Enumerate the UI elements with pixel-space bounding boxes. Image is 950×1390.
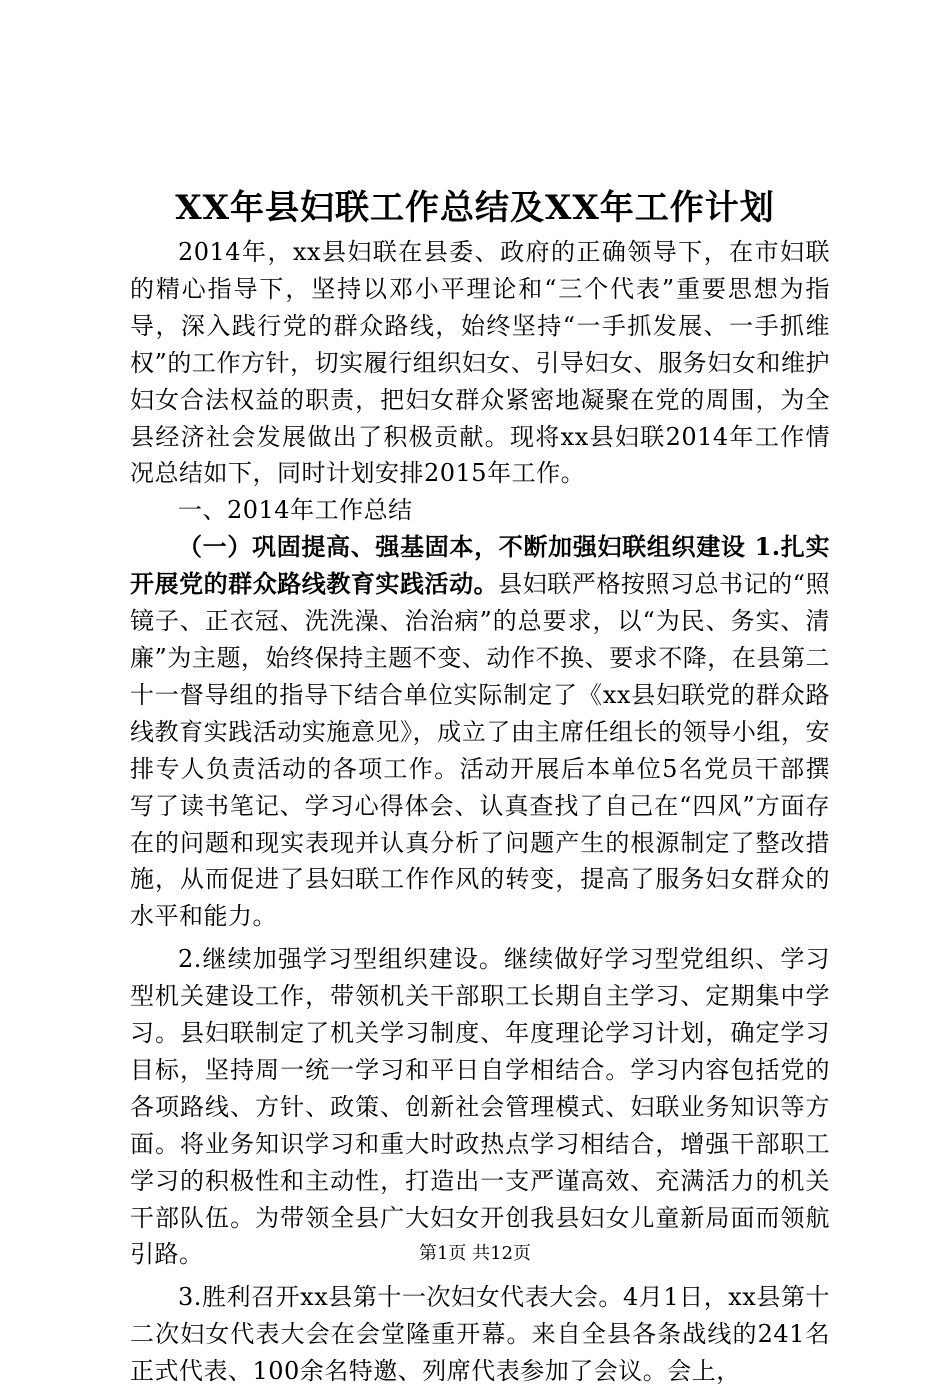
document-title: XX年县妇联工作总结及XX年工作计划 (175, 188, 775, 228)
paragraph-3: 3.胜利召开xx县第十一次妇女代表大会。4月1日，xx县第十二次妇女代表大会在会堂隆重开幕。来自全县各条战线的241名正式代表、100余名特邀、列席代表参加了会议。会上， (130, 1283, 830, 1386)
subsection-heading: （一）巩固提高、强基固本，不断加强妇联组织建设 1.扎实开展党的群众路线教育实践活动。 (130, 532, 830, 599)
page-footer: 第1页 共12页 (418, 1243, 532, 1264)
section-heading: 一、2014年工作总结 (178, 496, 413, 525)
subsection-body: 县妇联严格按照习总书记的“照镜子、正衣冠、洗洗澡、治治病”的总要求，以“为民、务实、清廉”为主题，始终保持主题不变、动作不换、要求不降，在县第二十一督导组的指导下结合单位实际制定了《xx县妇联党的群众路线教育实践活动实施意见》，成立了由主席任组长的领导小组，安排专人负责活动的各项工作。活动开展后本单位5名党员干部撰写了读书笔记、学习心得体会、认真查找了自己在“四风”方面存在的问题和现实表现并认真分析了问题产生的根源制定了整改措施，从而促进了县妇联工作作风的转变，提高了服务妇女群众的水平和能力。 (130, 570, 830, 931)
intro-paragraph: 2014年，xx县妇联在县委、政府的正确领导下，在市妇联的精心指导下，坚持以邓小平理论和“三个代表”重要思想为指导，深入践行党的群众路线，始终坚持“一手抓发展、一手抓维权”的工作方针，切实履行组织妇女、引导妇女、服务妇女和维护妇女合法权益的职责，把妇女群众紧密地凝聚在党的周围，为全县经济社会发展做出了积极贡献。现将xx县妇联2014年工作情况总结如下，同时计划安排2015年工作。 (130, 238, 830, 488)
paragraph-2: 2.继续加强学习型组织建设。继续做好学习型党组织、学习型机关建设工作，带领机关干部职工长期自主学习、定期集中学习。县妇联制定了机关学习制度、年度理论学习计划，确定学习目标，坚持周一统一学习和平日自学相结合。学习内容包括党的各项路线、方针、政策、创新社会管理模式、妇联业务知识等方面。将业务知识学习和重大时政热点学习相结合，增强干部职工学习的积极性和主动性，打造出一支严谨高效、充满活力的机关干部队伍。为带领全县广大妇女开创我县妇女儿童新局面而领航引路。 (130, 945, 830, 1269)
subsection-paragraph (130, 529, 830, 935)
document-body (130, 234, 830, 1390)
